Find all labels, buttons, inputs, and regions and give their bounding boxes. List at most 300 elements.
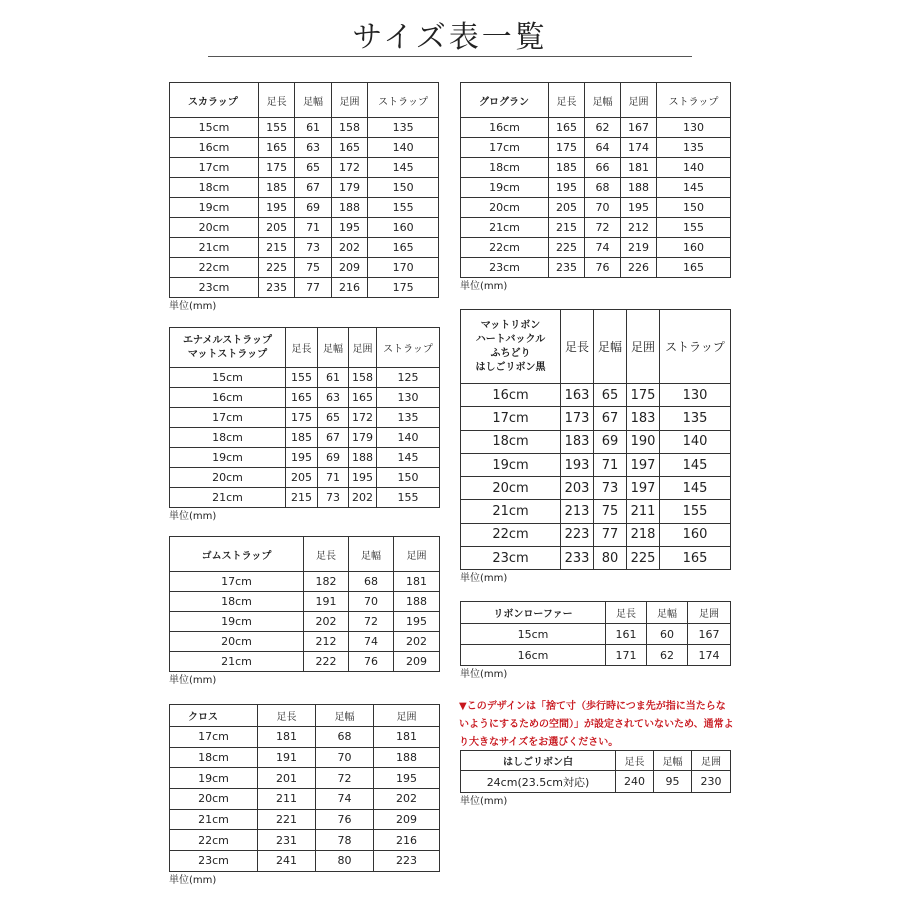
measurement-cell: 181 <box>621 158 657 178</box>
column-header: 足幅 <box>654 751 692 771</box>
column-header: 足長 <box>606 602 647 624</box>
measurement-cell: 74 <box>585 238 621 258</box>
measurement-cell: 171 <box>606 645 647 666</box>
table-row <box>170 278 439 298</box>
column-header: ストラップ <box>660 310 731 384</box>
measurement-cell: 70 <box>349 592 394 612</box>
column-header: 足囲 <box>627 310 660 384</box>
measurement-cell: 183 <box>627 407 660 430</box>
size-cell: 17cm <box>170 158 259 178</box>
measurement-cell: 140 <box>660 430 731 453</box>
table-row <box>461 624 731 645</box>
measurement-cell: 160 <box>657 238 731 258</box>
table-header-row <box>461 751 731 771</box>
table-header-row <box>170 537 440 572</box>
size-cell: 19cm <box>170 768 258 789</box>
measurement-cell: 74 <box>349 632 394 652</box>
measurement-cell: 174 <box>688 645 731 666</box>
unit-label: 単位(mm) <box>460 281 508 292</box>
measurement-cell: 145 <box>660 477 731 500</box>
measurement-cell: 95 <box>654 771 692 793</box>
measurement-cell: 60 <box>647 624 688 645</box>
measurement-cell: 167 <box>688 624 731 645</box>
table-row <box>461 477 731 500</box>
measurement-cell: 241 <box>258 851 316 872</box>
measurement-cell: 160 <box>660 523 731 546</box>
measurement-cell: 71 <box>295 218 331 238</box>
measurement-cell: 145 <box>368 158 439 178</box>
measurement-cell: 140 <box>377 428 440 448</box>
size-table <box>169 704 440 872</box>
measurement-cell: 185 <box>258 178 294 198</box>
measurement-cell: 240 <box>616 771 654 793</box>
size-cell: 21cm <box>170 652 304 672</box>
measurement-cell: 165 <box>349 388 377 408</box>
table-row <box>170 809 440 830</box>
table-row <box>461 384 731 407</box>
measurement-cell: 69 <box>295 198 331 218</box>
measurement-cell: 233 <box>561 547 594 570</box>
measurement-cell: 64 <box>585 138 621 158</box>
measurement-cell: 202 <box>304 612 349 632</box>
measurement-cell: 69 <box>318 448 349 468</box>
column-header: 足長 <box>258 705 316 727</box>
measurement-cell: 77 <box>295 278 331 298</box>
table-row <box>461 645 731 666</box>
measurement-cell: 172 <box>331 158 367 178</box>
measurement-cell: 225 <box>627 547 660 570</box>
measurement-cell: 202 <box>349 488 377 508</box>
measurement-cell: 72 <box>316 768 374 789</box>
size-cell: 20cm <box>170 632 304 652</box>
size-table-hashigo-ribbon-white <box>460 750 730 809</box>
measurement-cell: 195 <box>286 448 318 468</box>
measurement-cell: 68 <box>316 727 374 748</box>
measurement-cell: 67 <box>295 178 331 198</box>
column-header: 足長 <box>549 83 585 118</box>
table-header-row <box>170 705 440 727</box>
column-header: 足長 <box>561 310 594 384</box>
table-row <box>170 138 439 158</box>
table-row <box>461 771 731 793</box>
measurement-cell: 165 <box>549 118 585 138</box>
measurement-cell: 76 <box>349 652 394 672</box>
measurement-cell: 167 <box>621 118 657 138</box>
measurement-cell: 165 <box>368 238 439 258</box>
size-cell: 21cm <box>461 500 561 523</box>
measurement-cell: 61 <box>318 368 349 388</box>
column-header: 足幅 <box>295 83 331 118</box>
size-cell: 21cm <box>170 238 259 258</box>
measurement-cell: 163 <box>561 384 594 407</box>
measurement-cell: 63 <box>295 138 331 158</box>
measurement-cell: 211 <box>258 789 316 810</box>
measurement-cell: 161 <box>606 624 647 645</box>
size-cell: 23cm <box>170 278 259 298</box>
product-name-header: リボンローファー <box>461 602 606 624</box>
page-title: サイズ表一覧 <box>352 20 548 55</box>
column-header: 足囲 <box>331 83 367 118</box>
column-header: 足囲 <box>621 83 657 118</box>
table-row <box>170 428 440 448</box>
size-table <box>169 82 439 298</box>
column-header: ストラップ <box>368 83 439 118</box>
measurement-cell: 218 <box>627 523 660 546</box>
measurement-cell: 145 <box>660 453 731 476</box>
measurement-cell: 195 <box>374 768 440 789</box>
size-cell: 16cm <box>461 384 561 407</box>
measurement-cell: 65 <box>594 384 627 407</box>
column-header: 足囲 <box>349 328 377 368</box>
size-cell: 24cm(23.5cm対応) <box>461 771 616 793</box>
column-header: 足幅 <box>316 705 374 727</box>
product-name-header: ゴムストラップ <box>170 537 304 572</box>
measurement-cell: 202 <box>394 632 440 652</box>
measurement-cell: 202 <box>331 238 367 258</box>
measurement-cell: 165 <box>331 138 367 158</box>
measurement-cell: 75 <box>594 500 627 523</box>
table-row <box>170 118 439 138</box>
column-header: 足長 <box>616 751 654 771</box>
size-cell: 21cm <box>170 488 286 508</box>
size-cell: 17cm <box>170 727 258 748</box>
measurement-cell: 185 <box>286 428 318 448</box>
measurement-cell: 205 <box>549 198 585 218</box>
measurement-cell: 67 <box>318 428 349 448</box>
measurement-cell: 125 <box>377 368 440 388</box>
measurement-cell: 61 <box>295 118 331 138</box>
size-cell: 15cm <box>170 368 286 388</box>
size-cell: 20cm <box>461 477 561 500</box>
measurement-cell: 65 <box>318 408 349 428</box>
size-cell: 19cm <box>170 448 286 468</box>
measurement-cell: 66 <box>585 158 621 178</box>
size-cell: 22cm <box>461 523 561 546</box>
size-cell: 16cm <box>170 138 259 158</box>
table-row <box>170 747 440 768</box>
measurement-cell: 231 <box>258 830 316 851</box>
measurement-cell: 212 <box>621 218 657 238</box>
measurement-cell: 173 <box>561 407 594 430</box>
measurement-cell: 175 <box>368 278 439 298</box>
size-cell: 22cm <box>461 238 549 258</box>
measurement-cell: 181 <box>394 572 440 592</box>
measurement-cell: 223 <box>561 523 594 546</box>
measurement-cell: 72 <box>349 612 394 632</box>
unit-label: 単位(mm) <box>460 669 508 680</box>
column-header: 足幅 <box>647 602 688 624</box>
table-row <box>170 592 440 612</box>
measurement-cell: 191 <box>304 592 349 612</box>
measurement-cell: 155 <box>258 118 294 138</box>
measurement-cell: 70 <box>585 198 621 218</box>
measurement-cell: 203 <box>561 477 594 500</box>
measurement-cell: 170 <box>368 258 439 278</box>
size-cell: 19cm <box>461 453 561 476</box>
column-header: ストラップ <box>377 328 440 368</box>
table-row <box>170 830 440 851</box>
measurement-cell: 62 <box>647 645 688 666</box>
measurement-cell: 155 <box>377 488 440 508</box>
measurement-cell: 175 <box>286 408 318 428</box>
measurement-cell: 73 <box>295 238 331 258</box>
measurement-cell: 183 <box>561 430 594 453</box>
measurement-cell: 165 <box>258 138 294 158</box>
measurement-cell: 74 <box>316 789 374 810</box>
table-row <box>461 118 731 138</box>
size-cell: 17cm <box>461 407 561 430</box>
measurement-cell: 202 <box>374 789 440 810</box>
size-table-scallop <box>169 82 439 314</box>
measurement-cell: 209 <box>331 258 367 278</box>
title-underline <box>208 56 692 57</box>
measurement-cell: 188 <box>331 198 367 218</box>
measurement-cell: 188 <box>349 448 377 468</box>
column-header: 足囲 <box>692 751 731 771</box>
measurement-cell: 135 <box>368 118 439 138</box>
table-row <box>170 448 440 468</box>
size-table <box>460 750 731 793</box>
measurement-cell: 145 <box>657 178 731 198</box>
table-header-row <box>170 328 440 368</box>
table-row <box>461 407 731 430</box>
measurement-cell: 212 <box>304 632 349 652</box>
size-cell: 21cm <box>170 809 258 830</box>
measurement-cell: 67 <box>594 407 627 430</box>
measurement-cell: 213 <box>561 500 594 523</box>
column-header: 足幅 <box>585 83 621 118</box>
size-table-gom-strap <box>169 536 439 688</box>
table-row <box>170 768 440 789</box>
measurement-cell: 209 <box>374 809 440 830</box>
size-table-matte-ribbon <box>460 309 730 586</box>
measurement-cell: 140 <box>657 158 731 178</box>
column-header: 足幅 <box>318 328 349 368</box>
product-name-header: エナメルストラップ マットストラップ <box>170 328 286 368</box>
column-header: 足長 <box>286 328 318 368</box>
product-name-header: グログラン <box>461 83 549 118</box>
measurement-cell: 145 <box>377 448 440 468</box>
size-cell: 17cm <box>170 408 286 428</box>
measurement-cell: 62 <box>585 118 621 138</box>
measurement-cell: 211 <box>627 500 660 523</box>
measurement-cell: 80 <box>316 851 374 872</box>
column-header: 足囲 <box>394 537 440 572</box>
table-row <box>170 789 440 810</box>
table-row <box>461 523 731 546</box>
unit-label: 単位(mm) <box>169 301 217 312</box>
size-cell: 18cm <box>461 430 561 453</box>
size-table <box>169 327 440 508</box>
table-row <box>461 178 731 198</box>
size-table <box>169 536 440 672</box>
table-row <box>461 238 731 258</box>
column-header: 足長 <box>258 83 294 118</box>
table-row <box>461 138 731 158</box>
measurement-cell: 150 <box>368 178 439 198</box>
table-row <box>461 547 731 570</box>
measurement-cell: 78 <box>316 830 374 851</box>
measurement-cell: 195 <box>394 612 440 632</box>
unit-label: 単位(mm) <box>460 573 508 585</box>
column-header: ストラップ <box>657 83 731 118</box>
table-row <box>461 500 731 523</box>
table-row <box>461 258 731 278</box>
table-row <box>170 612 440 632</box>
size-cell: 22cm <box>170 830 258 851</box>
table-header-row <box>461 310 731 384</box>
measurement-cell: 188 <box>374 747 440 768</box>
size-cell: 16cm <box>170 388 286 408</box>
size-cell: 18cm <box>170 428 286 448</box>
measurement-cell: 80 <box>594 547 627 570</box>
table-row <box>461 158 731 178</box>
table-row <box>170 572 440 592</box>
column-header: 足長 <box>304 537 349 572</box>
measurement-cell: 172 <box>349 408 377 428</box>
size-cell: 16cm <box>461 645 606 666</box>
size-table-grosgrain <box>460 82 730 294</box>
unit-label: 単位(mm) <box>169 675 217 686</box>
table-header-row <box>170 83 439 118</box>
column-header: 足囲 <box>688 602 731 624</box>
measurement-cell: 209 <box>394 652 440 672</box>
measurement-cell: 135 <box>660 407 731 430</box>
size-cell: 23cm <box>461 547 561 570</box>
measurement-cell: 221 <box>258 809 316 830</box>
measurement-cell: 225 <box>549 238 585 258</box>
measurement-cell: 155 <box>657 218 731 238</box>
table-row <box>170 218 439 238</box>
measurement-cell: 76 <box>316 809 374 830</box>
table-row <box>170 632 440 652</box>
measurement-cell: 175 <box>627 384 660 407</box>
measurement-cell: 150 <box>377 468 440 488</box>
table-row <box>170 238 439 258</box>
measurement-cell: 188 <box>394 592 440 612</box>
measurement-cell: 73 <box>318 488 349 508</box>
size-cell: 18cm <box>461 158 549 178</box>
measurement-cell: 71 <box>594 453 627 476</box>
product-name-header: マットリボン ハートバックル ふちどり はしごリボン黒 <box>461 310 561 384</box>
table-row <box>461 218 731 238</box>
unit-label: 単位(mm) <box>169 511 217 522</box>
design-warning-note: ▼このデザインは「捨て寸（歩行時につま先が指に当たらないようにするための空間）」が設定されていないため、通常より大きなサイズをお選びください。 <box>459 701 734 748</box>
measurement-cell: 68 <box>349 572 394 592</box>
size-cell: 17cm <box>170 572 304 592</box>
measurement-cell: 216 <box>331 278 367 298</box>
measurement-cell: 165 <box>660 547 731 570</box>
measurement-cell: 175 <box>258 158 294 178</box>
size-table-ribbon-loafer <box>460 601 730 682</box>
measurement-cell: 191 <box>258 747 316 768</box>
size-cell: 19cm <box>170 198 259 218</box>
measurement-cell: 193 <box>561 453 594 476</box>
measurement-cell: 230 <box>692 771 731 793</box>
table-row <box>170 851 440 872</box>
product-name-header: スカラップ <box>170 83 259 118</box>
size-cell: 18cm <box>170 178 259 198</box>
table-row <box>170 368 440 388</box>
measurement-cell: 73 <box>594 477 627 500</box>
measurement-cell: 150 <box>657 198 731 218</box>
product-name-header: はしごリボン白 <box>461 751 616 771</box>
measurement-cell: 235 <box>549 258 585 278</box>
measurement-cell: 63 <box>318 388 349 408</box>
measurement-cell: 222 <box>304 652 349 672</box>
table-row <box>170 388 440 408</box>
measurement-cell: 76 <box>585 258 621 278</box>
measurement-cell: 195 <box>621 198 657 218</box>
table-row <box>461 198 731 218</box>
unit-label: 単位(mm) <box>460 796 508 807</box>
measurement-cell: 195 <box>349 468 377 488</box>
table-row <box>170 198 439 218</box>
measurement-cell: 130 <box>377 388 440 408</box>
measurement-cell: 72 <box>585 218 621 238</box>
measurement-cell: 135 <box>657 138 731 158</box>
table-row <box>170 652 440 672</box>
table-header-row <box>461 602 731 624</box>
column-header: 足幅 <box>349 537 394 572</box>
size-cell: 20cm <box>170 218 259 238</box>
size-table <box>460 601 731 666</box>
size-cell: 18cm <box>170 747 258 768</box>
size-cell: 15cm <box>170 118 259 138</box>
size-cell: 20cm <box>170 789 258 810</box>
measurement-cell: 201 <box>258 768 316 789</box>
measurement-cell: 205 <box>286 468 318 488</box>
measurement-cell: 174 <box>621 138 657 158</box>
table-row <box>461 453 731 476</box>
measurement-cell: 197 <box>627 453 660 476</box>
measurement-cell: 190 <box>627 430 660 453</box>
size-cell: 22cm <box>170 258 259 278</box>
measurement-cell: 155 <box>368 198 439 218</box>
measurement-cell: 195 <box>258 198 294 218</box>
measurement-cell: 181 <box>374 727 440 748</box>
size-cell: 16cm <box>461 118 549 138</box>
size-table <box>460 82 731 278</box>
measurement-cell: 235 <box>258 278 294 298</box>
measurement-cell: 179 <box>331 178 367 198</box>
table-row <box>170 468 440 488</box>
size-table-enamel-strap <box>169 327 439 524</box>
measurement-cell: 75 <box>295 258 331 278</box>
measurement-cell: 65 <box>295 158 331 178</box>
measurement-cell: 225 <box>258 258 294 278</box>
measurement-cell: 185 <box>549 158 585 178</box>
unit-label: 単位(mm) <box>169 874 217 886</box>
size-cell: 15cm <box>461 624 606 645</box>
product-name-header: クロス <box>170 705 258 727</box>
measurement-cell: 219 <box>621 238 657 258</box>
table-row <box>170 258 439 278</box>
measurement-cell: 181 <box>258 727 316 748</box>
table-row <box>170 158 439 178</box>
measurement-cell: 69 <box>594 430 627 453</box>
measurement-cell: 130 <box>660 384 731 407</box>
table-row <box>170 408 440 428</box>
measurement-cell: 140 <box>368 138 439 158</box>
table-row <box>170 727 440 748</box>
measurement-cell: 155 <box>660 500 731 523</box>
measurement-cell: 158 <box>349 368 377 388</box>
measurement-cell: 165 <box>286 388 318 408</box>
table-row <box>461 430 731 453</box>
measurement-cell: 205 <box>258 218 294 238</box>
size-cell: 19cm <box>461 178 549 198</box>
